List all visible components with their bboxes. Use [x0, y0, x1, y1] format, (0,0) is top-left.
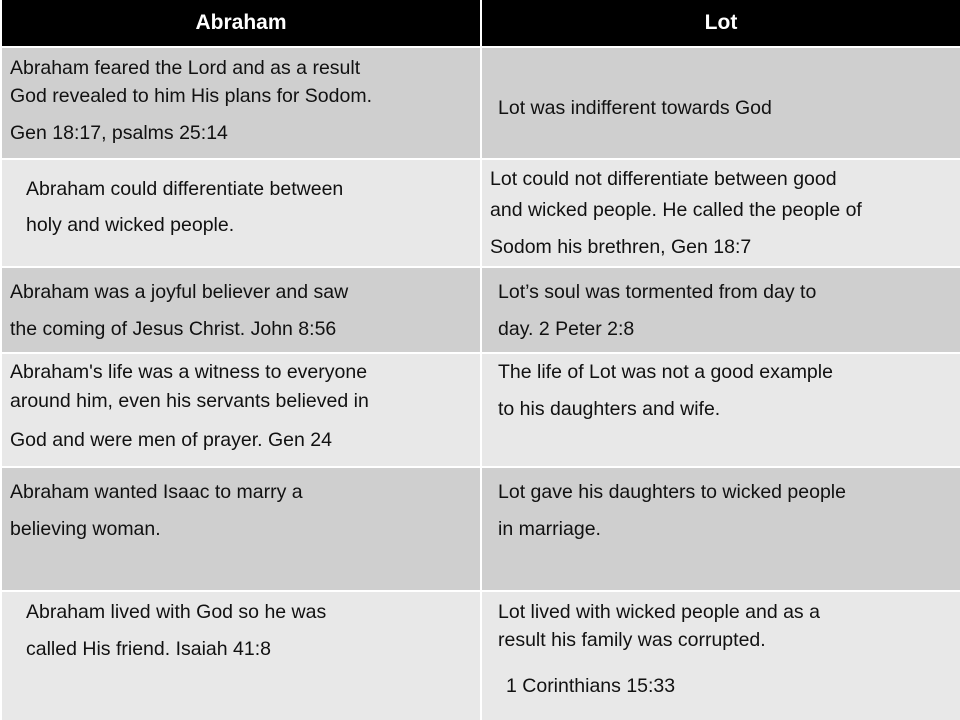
lot-cell	[482, 592, 960, 720]
abraham-cell	[2, 592, 480, 720]
table-row	[0, 592, 960, 720]
abraham-text-line: holy and wicked people.	[26, 214, 235, 236]
abraham-text-line: Abraham could differentiate between	[26, 178, 344, 200]
abraham-text-line: Abraham's life was a witness to everyone	[10, 361, 368, 383]
abraham-cell	[2, 468, 480, 590]
lot-cell	[482, 468, 960, 590]
lot-text-line: result his family was corrupted.	[498, 629, 766, 651]
abraham-cell	[2, 160, 480, 266]
abraham-text-line: Abraham feared the Lord and as a result	[10, 57, 361, 79]
lot-text-line: 1 Corinthians 15:33	[506, 675, 676, 697]
lot-text-line: The life of Lot was not a good example	[498, 361, 833, 383]
lot-text-line: and wicked people. He called the people of	[490, 199, 862, 221]
lot-text-line: Lot lived with wicked people and as a	[498, 601, 820, 623]
lot-cell	[482, 354, 960, 466]
lot-text-line: Lot’s soul was tormented from day to	[498, 281, 817, 303]
header-abraham-label: Abraham	[195, 11, 287, 34]
abraham-text-line: around him, even his servants believed in	[10, 390, 369, 412]
abraham-text-line: Gen 18:17, psalms 25:14	[10, 122, 228, 144]
abraham-text-line: the coming of Jesus Christ. John 8:56	[10, 318, 337, 340]
abraham-text-line: God and were men of prayer. Gen 24	[10, 429, 332, 451]
header-lot-label: Lot	[704, 11, 738, 34]
abraham-text-line: Abraham lived with God so he was	[26, 601, 327, 623]
abraham-text-line: called His friend. Isaiah 41:8	[26, 638, 271, 660]
lot-text-line: Lot could not differentiate between good	[490, 168, 837, 190]
lot-text-line: Sodom his brethren, Gen 18:7	[490, 236, 752, 258]
lot-cell	[482, 268, 960, 352]
lot-text-line: in marriage.	[498, 518, 601, 540]
lot-text-line: to his daughters and wife.	[498, 398, 721, 420]
lot-cell	[482, 48, 960, 158]
table-header-row	[0, 0, 960, 46]
table-row	[0, 468, 960, 590]
abraham-cell	[2, 48, 480, 158]
lot-text-line: Lot was indifferent towards God	[498, 97, 772, 119]
abraham-text-line: God revealed to him His plans for Sodom.	[10, 85, 373, 107]
lot-text-line: Lot gave his daughters to wicked people	[498, 481, 846, 503]
abraham-text-line: Abraham was a joyful believer and saw	[10, 281, 349, 303]
lot-text-line: day. 2 Peter 2:8	[498, 318, 635, 340]
table-row	[0, 354, 960, 466]
table-row	[0, 160, 960, 266]
lot-cell	[482, 160, 960, 266]
table-row	[0, 48, 960, 158]
table-row	[0, 268, 960, 352]
abraham-cell	[2, 268, 480, 352]
abraham-text-line: believing woman.	[10, 518, 161, 540]
header-cell-abraham	[2, 0, 480, 46]
header-cell-lot	[482, 0, 960, 46]
abraham-cell	[2, 354, 480, 466]
abraham-text-line: Abraham wanted Isaac to marry a	[10, 481, 303, 503]
